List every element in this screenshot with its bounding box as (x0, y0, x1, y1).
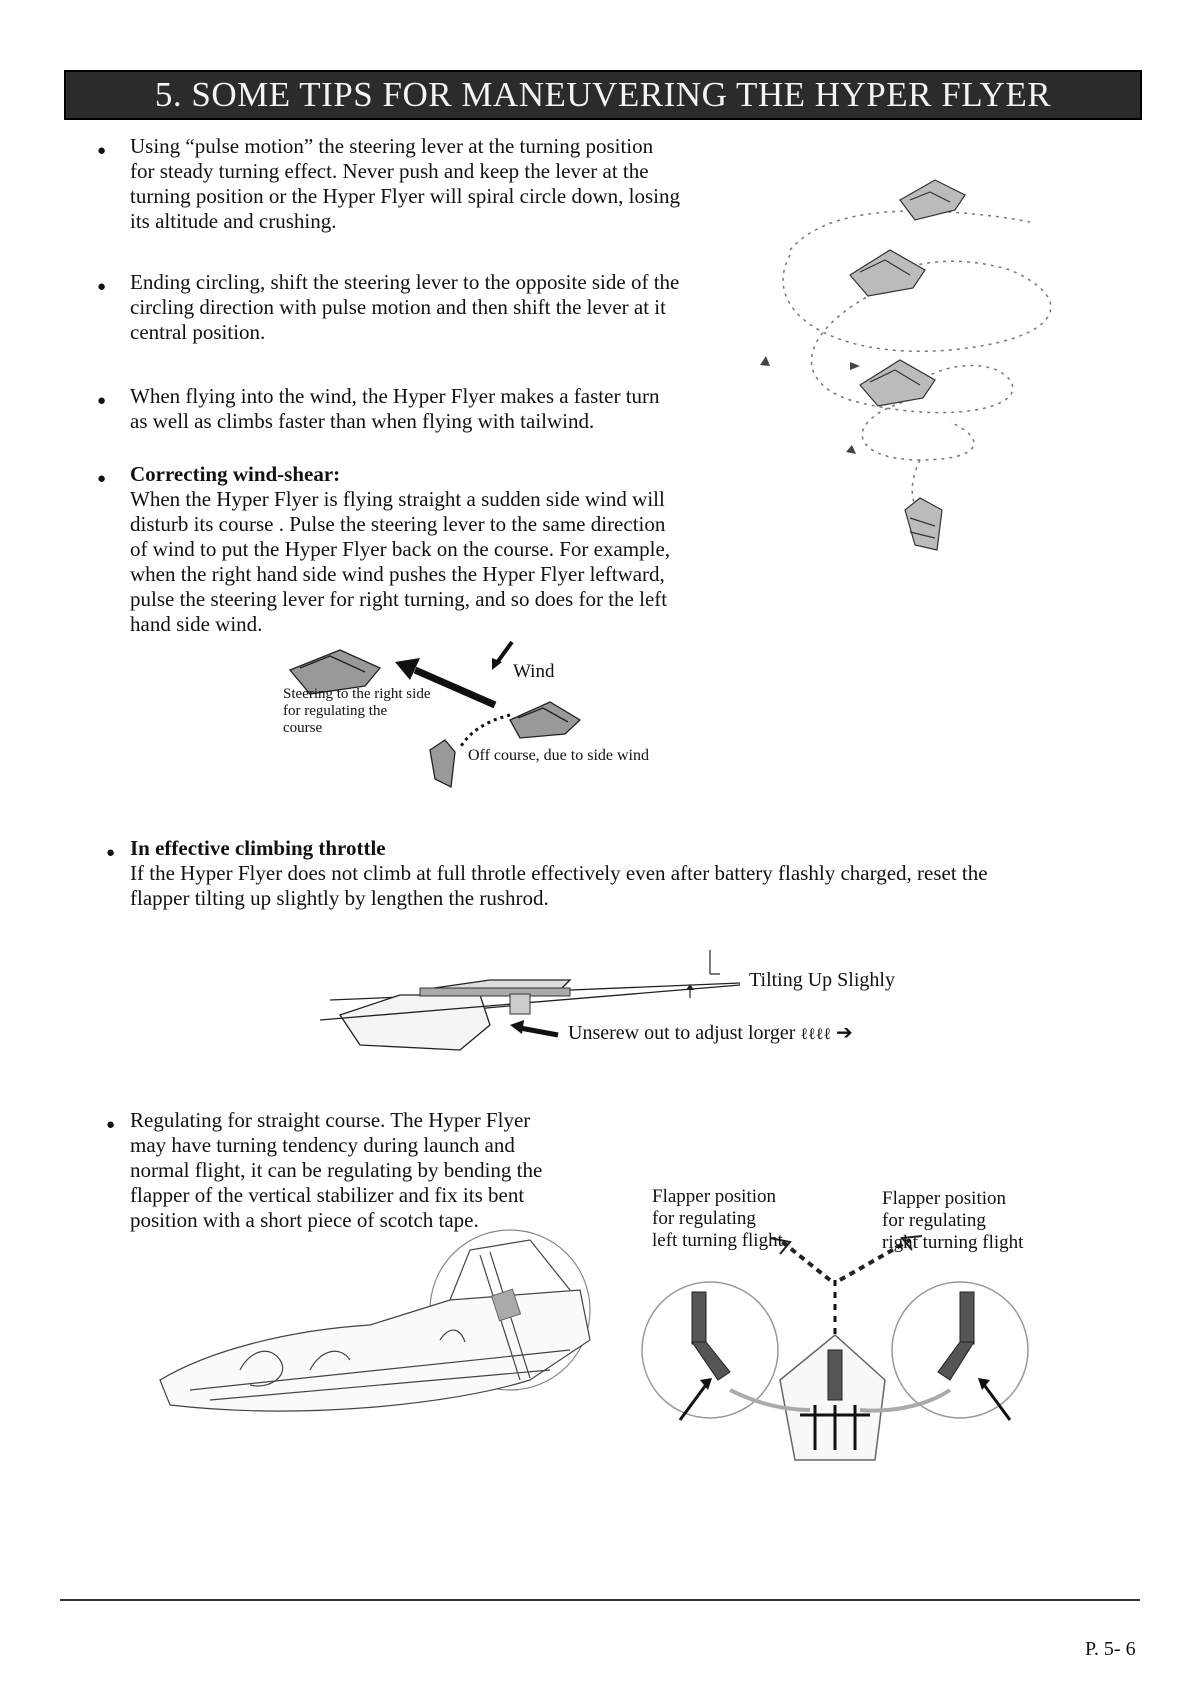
unscrew-arrow-icon: ➔ (836, 1022, 853, 1044)
tip-1-line: for steady turning effect. Never push and keep the lever at the (130, 159, 649, 183)
tip-4-line: disturb its course . Pulse the steering lever to the same direction (130, 512, 666, 536)
page-title: 5. SOME TIPS FOR MANEUVERING THE HYPER FLYER (154, 75, 1052, 114)
tip-4-line: When the Hyper Flyer is flying straight a sudden side wind will (130, 487, 665, 511)
steering-caption-line: for regulating the (283, 703, 388, 719)
wind-arrow-icon (492, 642, 512, 670)
tip-2-line: central position. (130, 320, 266, 344)
tip-1-line: its altitude and crushing. (130, 209, 337, 233)
tip-3-line: When flying into the wind, the Hyper Flyer makes a faster turn (130, 384, 660, 408)
tip-3-line: as well as climbs faster than when flying with tailwind. (130, 409, 595, 433)
steering-caption (283, 686, 430, 737)
tip-1 (130, 134, 680, 234)
left-flapper-caption (652, 1186, 783, 1252)
tip-2-line: Ending circling, shift the steering lever to the opposite side of the (130, 270, 680, 294)
tip-4-line: pulse the steering lever for right turning, and so does for the left (130, 587, 668, 611)
unscrew-coil-icon: ℓℓℓℓ (800, 1026, 832, 1043)
left-caption-line: Flapper position (652, 1186, 777, 1207)
tip-4-line: hand side wind. (130, 612, 263, 636)
unscrew-text: Unserew out to adjust lorger (568, 1022, 796, 1044)
bullet-dot: ● (97, 143, 107, 159)
tip-5 (130, 836, 988, 911)
tip-2 (130, 270, 679, 345)
wind-label: Wind (513, 661, 555, 682)
tip-5-line: flapper tilting up slightly by lengthen the rushrod. (130, 886, 549, 910)
plane-tape-illustration (150, 1230, 610, 1440)
tip-1-line: turning position or the Hyper Flyer will spiral circle down, losing (130, 184, 680, 208)
original-plane (430, 740, 455, 787)
bullet-dot: ● (106, 1117, 116, 1133)
bullet-dot: ● (97, 471, 107, 487)
tip-2-line: circling direction with pulse motion and then shift the lever at it (130, 295, 666, 319)
tip-6-line: Regulating for straight course. The Hyper Flyer (130, 1108, 531, 1132)
left-caption-line: for regulating (652, 1208, 756, 1229)
off-course-plane (510, 702, 580, 738)
bullet-dot: ● (106, 845, 116, 861)
steering-caption-line: Steering to the right side (283, 686, 431, 702)
page-number: P. 5- 6 (1085, 1638, 1136, 1660)
tip-4 (130, 462, 670, 637)
tip-4-line: when the right hand side wind pushes the Hyper Flyer leftward, (130, 562, 665, 586)
bullet-dot: ● (97, 393, 107, 409)
tip-6-line: position with a short piece of scotch tape. (130, 1208, 479, 1232)
title-bar (64, 70, 1142, 120)
tip-4-heading: Correcting wind-shear: (130, 462, 341, 486)
right-caption-line: right turning flight (882, 1232, 1024, 1253)
tip-6-line: flapper of the vertical stabilizer and fix its bent (130, 1183, 525, 1207)
tip-5-line: If the Hyper Flyer does not climb at full throtle effectively even after battery flashly charged, reset the (130, 861, 988, 885)
tilt-label: Tilting Up Slighly (749, 969, 895, 991)
tip-4-line: of wind to put the Hyper Flyer back on the course. For example, (130, 537, 671, 561)
right-caption-line: for regulating (882, 1210, 986, 1231)
tip-1-line: Using “pulse motion” the steering lever at the turning position (130, 134, 654, 158)
flapper-adjust-figure (320, 950, 760, 1070)
left-caption-line: left turning flight (652, 1230, 783, 1251)
adjust-arrow-icon (510, 1020, 558, 1035)
right-flapper-caption (882, 1188, 1023, 1254)
steering-caption-line: course (283, 720, 323, 736)
tip-6 (130, 1108, 542, 1233)
tip-5-heading: In effective climbing throttle (130, 836, 386, 860)
unscrew-label (568, 1022, 853, 1046)
tip-3 (130, 384, 660, 434)
tip-6-line: normal flight, it can be regulating by bending the (130, 1158, 543, 1182)
tip-6-line: may have turning tendency during launch and (130, 1133, 515, 1157)
right-caption-line: Flapper position (882, 1188, 1007, 1209)
footer-divider (60, 1599, 1140, 1601)
off-course-label: Off course, due to side wind (468, 747, 649, 764)
spiral-descent-illustration (760, 160, 1120, 620)
bullet-dot: ● (97, 279, 107, 295)
